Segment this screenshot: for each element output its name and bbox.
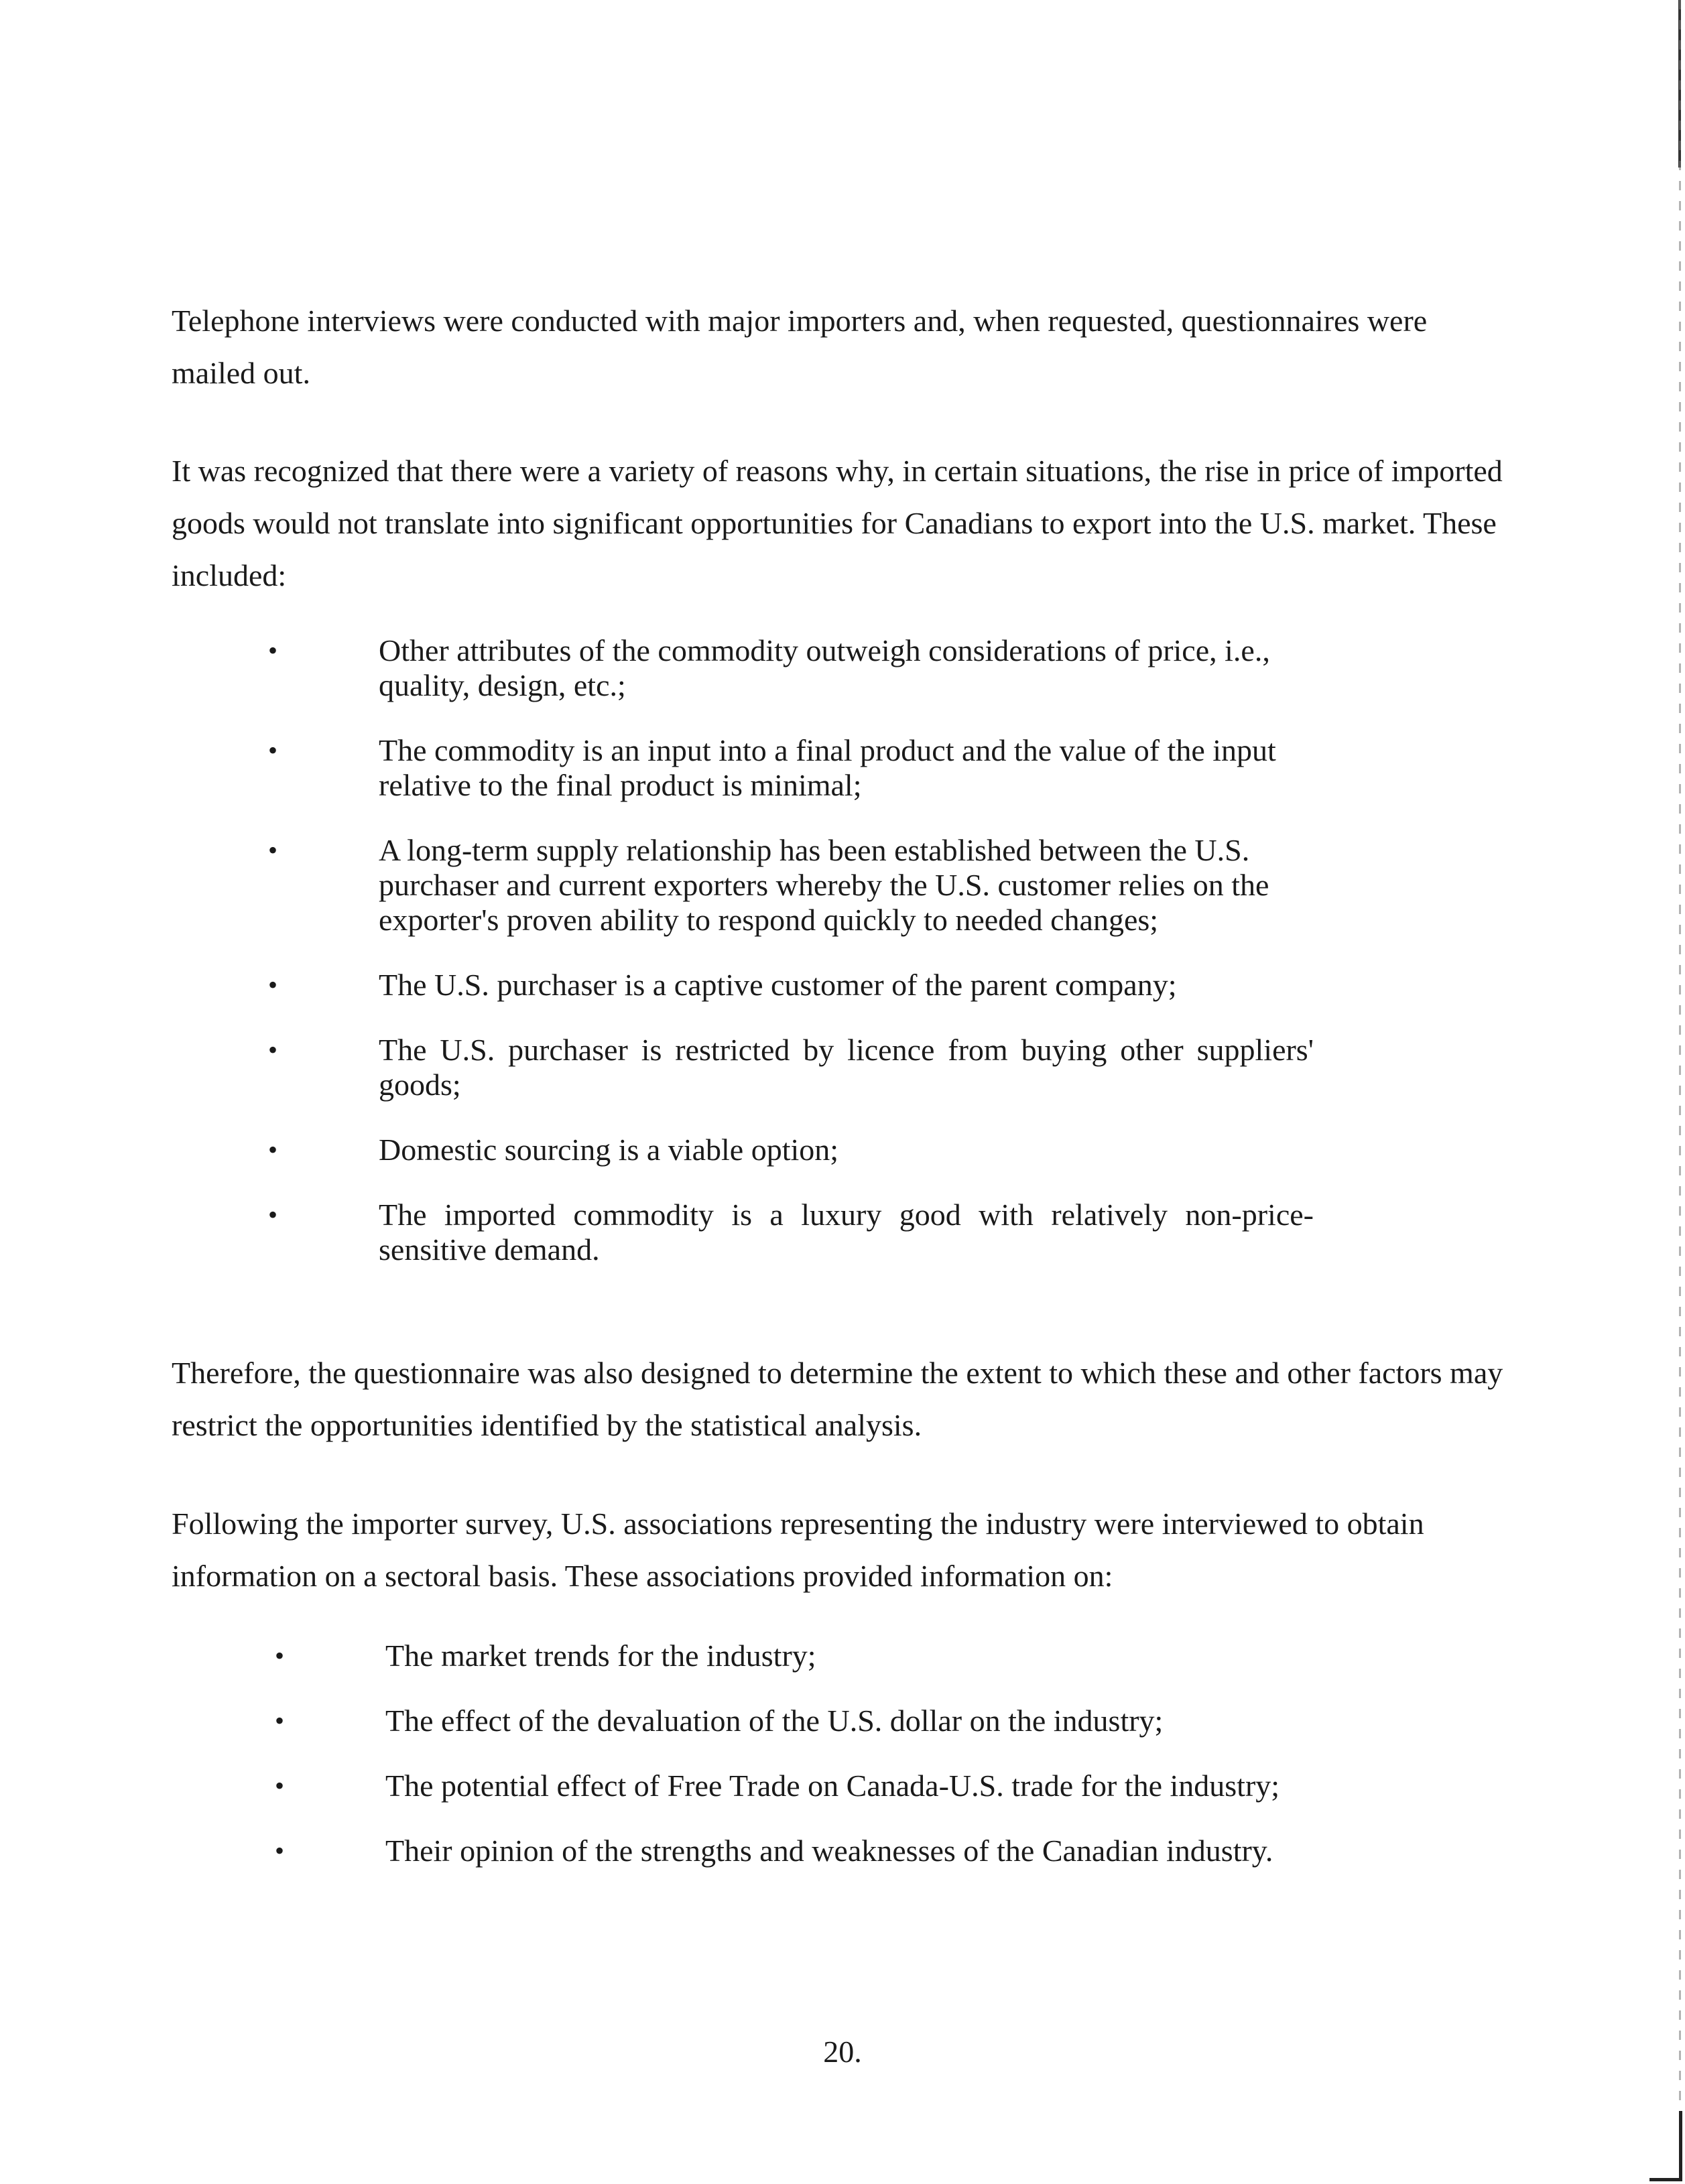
paragraph-telephone-interviews: Telephone interviews were conducted with major importers and, when requested, questionnaires were mailed out.	[172, 304, 1428, 390]
list-item-text: The imported commodity is a luxury good with relatively non-price-sensitive demand.	[379, 1198, 1314, 1267]
list-item-text: The commodity is an input into a final product and the value of the input relative to the final product is minimal;	[379, 733, 1276, 802]
paragraph-association-survey: Following the importer survey, U.S. associations representing the industry were interviewed to obtain information on a sectoral basis. These associations provided information on:	[172, 1506, 1424, 1593]
bullet-icon: •	[268, 970, 278, 1000]
list-item	[268, 1198, 1314, 1267]
list-item	[268, 633, 1314, 703]
list-item-text: The U.S. purchaser is restricted by licence from buying other suppliers' goods;	[379, 1033, 1314, 1102]
bullet-icon: •	[275, 1771, 285, 1801]
list-item	[268, 968, 1314, 1003]
bullet-icon: •	[268, 835, 278, 865]
bullet-icon: •	[268, 1200, 278, 1230]
bullet-icon: •	[275, 1641, 285, 1671]
scan-edge-mark	[1679, 0, 1681, 2184]
bullet-icon: •	[268, 1135, 278, 1165]
association-info-list	[275, 1639, 1320, 1899]
scan-corner-mark	[1649, 2111, 1682, 2181]
bullet-icon: •	[268, 635, 278, 665]
bullet-icon: •	[268, 735, 278, 765]
list-item-text: The potential effect of Free Trade on Canada-U.S. trade for the industry;	[385, 1769, 1280, 1803]
list-item	[275, 1769, 1320, 1803]
list-item	[268, 1033, 1314, 1102]
reasons-list	[268, 633, 1314, 1297]
list-item-text: A long-term supply relationship has been established between the U.S. purchaser and current exporters whereby the U.S. customer relies on the exporter's proven ability to respond quickly to needed changes;	[379, 833, 1269, 937]
list-item-text: Their opinion of the strengths and weaknesses of the Canadian industry.	[385, 1834, 1273, 1868]
paragraph-questionnaire-design: Therefore, the questionnaire was also designed to determine the extent to which these and other factors may restrict the opportunities identified by the statistical analysis.	[172, 1356, 1503, 1442]
list-item-text: Other attributes of the commodity outweigh considerations of price, i.e., quality, design, etc.;	[379, 633, 1270, 702]
list-item	[275, 1639, 1320, 1673]
list-item-text: The U.S. purchaser is a captive customer of the parent company;	[379, 968, 1177, 1002]
list-item	[268, 733, 1314, 803]
list-item-text: Domestic sourcing is a viable option;	[379, 1133, 839, 1167]
page-number: 20.	[823, 2035, 862, 2069]
bullet-icon: •	[268, 1035, 278, 1065]
list-item-text: The effect of the devaluation of the U.S. dollar on the industry;	[385, 1704, 1164, 1738]
list-item-text: The market trends for the industry;	[385, 1639, 816, 1673]
list-item	[275, 1704, 1320, 1738]
list-item	[268, 1133, 1314, 1167]
list-item	[275, 1834, 1320, 1868]
list-item	[268, 833, 1314, 938]
paragraph-reasons-intro: It was recognized that there were a variety of reasons why, in certain situations, the rise in price of imported goods would not translate into significant opportunities for Canadians to export into the U.S. market. These included:	[172, 454, 1503, 592]
bullet-icon: •	[275, 1706, 285, 1736]
bullet-icon: •	[275, 1836, 285, 1866]
